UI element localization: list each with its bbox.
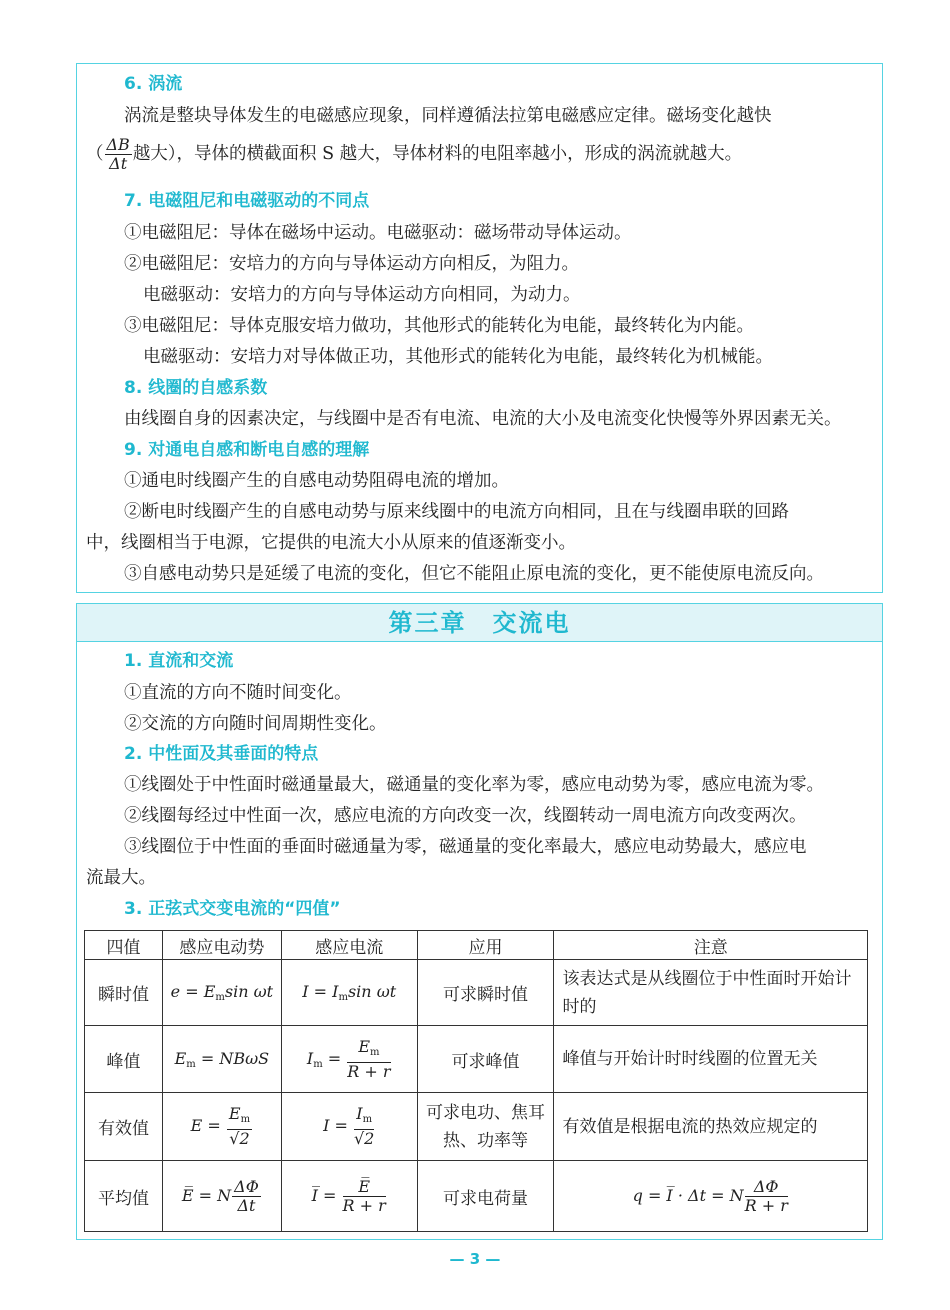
application: 可求电功、焦耳热、功率等 [417, 1093, 554, 1161]
row-label: 瞬时值 [85, 960, 163, 1026]
heading-selfinduction: 9. 对通电自感和断电自感的理解 [124, 440, 370, 460]
application: 可求电荷量 [417, 1161, 554, 1232]
fraction-den: Δt [109, 154, 128, 173]
fraction: $\frac{\Delta\Phi}{R + r}$ [744, 1176, 788, 1215]
table-row [85, 1026, 868, 1093]
heading-neutral: 2. 中性面及其垂面的特点 [124, 744, 319, 764]
formula-emf: $e = E_m\sin$ ωt [162, 960, 281, 1026]
formula-emf: E̅ = N $\frac{\Delta\Phi}{\Delta t}$ [162, 1161, 281, 1232]
note: 峰值与开始计时时线圈的位置无关 [554, 1026, 868, 1093]
table-row [85, 1161, 868, 1232]
fraction: $\frac{E̅}{R + r}$ [342, 1176, 386, 1215]
fraction-num: ΔB [106, 135, 130, 154]
text-neutral-1: ①线圈处于中性面时磁通量最大，磁通量的变化率为零，感应电动势为零，感应电流为零。 [124, 775, 824, 795]
col-header: 感应电流 [281, 931, 417, 960]
four-values-table [84, 930, 868, 1232]
chapter-title: 第三章 交流电 [388, 609, 571, 637]
heading-four-values: 3. 正弦式交变电流的“四值” [124, 899, 341, 919]
note: 该表达式是从线圈位于中性面时开始计时的 [554, 960, 868, 1026]
col-header: 注意 [554, 931, 868, 960]
heading-inductance: 8. 线圈的自感系数 [124, 378, 268, 398]
application: 可求瞬时值 [417, 960, 554, 1026]
chapter-banner [77, 604, 882, 642]
text-neutral-4: 流最大。 [86, 868, 156, 888]
table-row [85, 1093, 868, 1161]
formula-current: $I = I_m\sin$ ωt [281, 960, 417, 1026]
formula-emf: $E_m = NB\omega S$ [162, 1026, 281, 1093]
fraction-dB-dt [105, 136, 132, 173]
heading-dc-ac: 1. 直流和交流 [124, 651, 234, 671]
formula-emf: E = $\frac{E_m}{√2}$ [162, 1093, 281, 1161]
fraction: $\frac{E_m}{R + r}$ [347, 1036, 391, 1081]
table-row [85, 960, 868, 1026]
note: q = I̅ · Δt = N $\frac{\Delta\Phi}{R + r}$ [554, 1161, 868, 1232]
text-damping-2: ②电磁阻尼：安培力的方向与导体运动方向相反，为阻力。 [124, 254, 579, 274]
formula-current: I = $\frac{I_m}{√2}$ [281, 1093, 417, 1161]
text-selfinduction-3: 中，线圈相当于电源，它提供的电流大小从原来的值逐渐变小。 [86, 533, 576, 553]
text-neutral-2: ②线圈每经过中性面一次，感应电流的方向改变一次，线圈转动一周电流方向改变两次。 [124, 806, 807, 826]
row-label: 峰值 [85, 1026, 163, 1093]
table-header-row [85, 931, 868, 960]
row-label: 平均值 [85, 1161, 163, 1232]
text-damping-3: 电磁驱动：安培力的方向与导体运动方向相同，为动力。 [143, 285, 581, 305]
text-damping-5: 电磁驱动：安培力对导体做正功，其他形式的能转化为电能，最终转化为机械能。 [143, 347, 773, 367]
heading-vortex: 6. 涡流 [124, 74, 183, 94]
text-vortex-2 [86, 136, 742, 173]
page-number: — 3 — [449, 1250, 501, 1268]
text-damping-1: ①电磁阻尼：导体在磁场中运动。电磁驱动：磁场带动导体运动。 [124, 223, 632, 243]
text-selfinduction-4: ③自感电动势只是延缓了电流的变化，但它不能阻止原电流的变化，更不能使原电流反向。 [124, 564, 824, 584]
formula-current: $I_m$ = $\frac{E_m}{R + r}$ [281, 1026, 417, 1093]
application: 可求峰值 [417, 1026, 554, 1093]
col-header: 感应电动势 [162, 931, 281, 960]
note: 有效值是根据电流的热效应规定的 [554, 1093, 868, 1161]
text-vortex-1: 涡流是整块导体发生的电磁感应现象，同样遵循法拉第电磁感应定律。磁场变化越快 [124, 106, 772, 126]
formula-current: I̅ = $\frac{E̅}{R + r}$ [281, 1161, 417, 1232]
text-dc-ac-1: ①直流的方向不随时间变化。 [124, 683, 352, 703]
text-dc-ac-2: ②交流的方向随时间周期性变化。 [124, 714, 387, 734]
text-vortex-rest: 越大），导体的横截面积 S 越大，导体材料的电阻率越小，形成的涡流就越大。 [132, 144, 743, 164]
col-header: 应用 [417, 931, 554, 960]
text-inductance-1: 由线圈自身的因素决定，与线圈中是否有电流、电流的大小及电流变化快慢等外界因素无关。 [124, 409, 842, 429]
fraction: $\frac{E_m}{√2}$ [228, 1104, 251, 1148]
row-label: 有效值 [85, 1093, 163, 1161]
fraction: $\frac{I_m}{√2}$ [353, 1104, 375, 1148]
text-selfinduction-1: ①通电时线圈产生的自感电动势阻碍电流的增加。 [124, 471, 509, 491]
paren-open: （ [86, 144, 104, 164]
fraction: $\frac{\Delta\Phi}{\Delta t}$ [234, 1176, 259, 1215]
text-selfinduction-2: ②断电时线圈产生的自感电动势与原来线圈中的电流方向相同，且在与线圈串联的回路 [124, 502, 789, 522]
heading-damping: 7. 电磁阻尼和电磁驱动的不同点 [124, 191, 370, 211]
col-header: 四值 [85, 931, 163, 960]
text-damping-4: ③电磁阻尼：导体克服安培力做功，其他形式的能转化为电能，最终转化为内能。 [124, 316, 754, 336]
text-neutral-3: ③线圈位于中性面的垂面时磁通量为零，磁通量的变化率最大，感应电动势最大，感应电 [124, 837, 807, 857]
